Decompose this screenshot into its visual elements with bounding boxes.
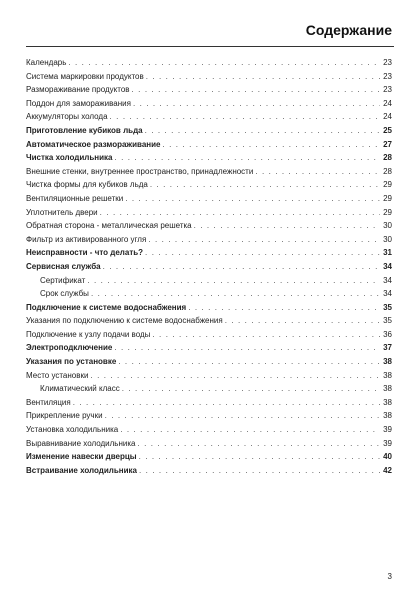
toc-entry-label: Чистка формы для кубиков льда [26,180,148,190]
toc-entry-page: 27 [383,139,392,149]
toc-entry[interactable] [26,70,392,84]
toc-entry-label: Место установки [26,370,89,380]
toc-entry-page: 37 [383,343,392,353]
toc-entry-label: Встраивание холодильника [26,465,137,475]
toc-entry-page: 29 [383,180,392,190]
dot-leader [148,233,380,247]
toc-entry-label: Обратная сторона - металлическая решетка [26,221,192,231]
toc-entry-label: Изменение навески дверцы [26,452,137,462]
toc-entry-label: Климатический класс [40,384,120,394]
dot-leader [103,260,380,274]
toc-entry-page: 38 [383,357,392,367]
toc-entry[interactable] [26,110,392,124]
toc-entry-label: Вентиляция [26,397,71,407]
page-title: Содержание [305,22,392,38]
toc-entry[interactable] [26,274,392,288]
dot-leader [255,165,380,179]
dot-leader [145,246,380,260]
toc-entry[interactable] [26,450,392,464]
toc-entry-label: Приготовление кубиков льда [26,125,143,135]
toc-entry-label: Чистка холодильника [26,153,113,163]
toc-entry-page: 30 [383,221,392,231]
toc-entry-page: 35 [383,316,392,326]
toc-entry-label: Внешние стенки, внутреннее пространство, принадлежности [26,166,254,176]
dot-leader [188,301,380,315]
toc-entry-page: 28 [383,166,392,176]
toc-entry-page: 29 [383,207,392,217]
toc-entry[interactable] [26,97,392,111]
toc-entry-label: Подключение к системе водоснабжения [26,302,187,312]
toc-entry-label: Вентиляционные решетки [26,193,124,203]
toc-entry[interactable] [26,83,392,97]
dot-leader [110,110,380,124]
toc-entry-label: Установка холодильника [26,425,119,435]
toc-entry-page: 34 [383,289,392,299]
toc-entry-page: 28 [383,153,392,163]
dot-leader [152,328,380,342]
toc-entry-label: Прикрепление ручки [26,411,103,421]
toc-entry-page: 38 [383,384,392,394]
dot-leader [194,219,380,233]
toc-entry-label: Неисправности - что делать? [26,248,144,258]
dot-leader [139,450,380,464]
dot-leader [100,206,380,220]
toc-entry[interactable] [26,151,392,165]
toc-entry[interactable] [26,138,392,152]
toc-entry-label: Электроподключение [26,343,113,353]
toc-entry[interactable] [26,260,392,274]
dot-leader [73,396,380,410]
toc-entry-label: Размораживание продуктов [26,85,130,95]
toc-entry-page: 38 [383,411,392,421]
dot-leader [91,287,380,301]
toc-entry-label: Календарь [26,58,67,67]
toc-entry-label: Поддон для замораживания [26,98,131,108]
toc-entry-label: Система маркировки продуктов [26,71,144,81]
toc-entry-page: 25 [383,125,392,135]
dot-leader [150,178,380,192]
toc-entry[interactable] [26,409,392,423]
dot-leader [90,369,380,383]
toc-entry-page: 38 [383,370,392,380]
dot-leader [125,192,380,206]
toc-entry-page: 30 [383,234,392,244]
dot-leader [114,151,380,165]
toc-entry-page: 39 [383,438,392,448]
toc-entry[interactable] [26,314,392,328]
toc-entry[interactable] [26,369,392,383]
toc-entry-page: 34 [383,261,392,271]
toc-entry-page: 23 [383,58,392,67]
toc-entry-page: 31 [383,248,392,258]
toc-entry-label: Аккумуляторы холода [26,112,108,122]
toc-entry[interactable] [26,396,392,410]
table-of-contents [26,56,392,477]
toc-entry[interactable] [26,178,392,192]
dot-leader [132,83,380,97]
toc-entry[interactable] [26,328,392,342]
toc-entry[interactable] [26,233,392,247]
toc-entry-page: 42 [383,465,392,475]
toc-entry-page: 36 [383,329,392,339]
toc-entry-page: 39 [383,425,392,435]
dot-leader [162,138,380,152]
toc-entry-label: Уплотнитель двери [26,207,98,217]
toc-entry-label: Выравнивание холодильника [26,438,136,448]
toc-entry-label: Сертификат [40,275,86,285]
toc-entry-label: Автоматическое размораживание [26,139,161,149]
dot-leader [146,70,380,84]
toc-entry-page: 35 [383,302,392,312]
dot-leader [145,124,380,138]
toc-entry[interactable] [26,165,392,179]
toc-entry-label: Указания по подключению к системе водоснабжения [26,316,223,326]
toc-entry-page: 38 [383,397,392,407]
dot-leader [105,409,380,423]
toc-entry-page: 23 [383,85,392,95]
toc-entry[interactable] [26,437,392,451]
toc-entry[interactable] [26,287,392,301]
title-divider [26,46,394,47]
page-number: 3 [387,572,392,581]
dot-leader [138,437,381,451]
toc-entry[interactable] [26,423,392,437]
toc-entry-label: Срок службы [40,289,89,299]
toc-entry-page: 23 [383,71,392,81]
toc-entry[interactable] [26,56,392,70]
toc-entry[interactable] [26,192,392,206]
dot-leader [87,274,380,288]
toc-entry[interactable] [26,382,392,396]
dot-leader [68,56,380,70]
toc-entry-page: 24 [383,112,392,122]
dot-leader [133,97,380,111]
dot-leader [120,423,380,437]
toc-entry[interactable] [26,246,392,260]
toc-entry[interactable] [26,219,392,233]
dot-leader [225,314,380,328]
toc-entry[interactable] [26,341,392,355]
toc-entry-page: 40 [383,452,392,462]
toc-entry-label: Подключение к узлу подачи воды [26,329,151,339]
toc-entry[interactable] [26,206,392,220]
dot-leader [118,355,380,369]
toc-entry[interactable] [26,124,392,138]
toc-entry-page: 29 [383,193,392,203]
toc-entry-label: Сервисная служба [26,261,101,271]
toc-entry-page: 34 [383,275,392,285]
toc-entry[interactable] [26,301,392,315]
toc-entry[interactable] [26,464,392,478]
toc-entry[interactable] [26,355,392,369]
dot-leader [122,382,380,396]
dot-leader [139,464,380,478]
toc-entry-label: Указания по установке [26,357,117,367]
toc-entry-page: 24 [383,98,392,108]
dot-leader [114,341,380,355]
toc-entry-label: Фильтр из активированного угля [26,234,147,244]
